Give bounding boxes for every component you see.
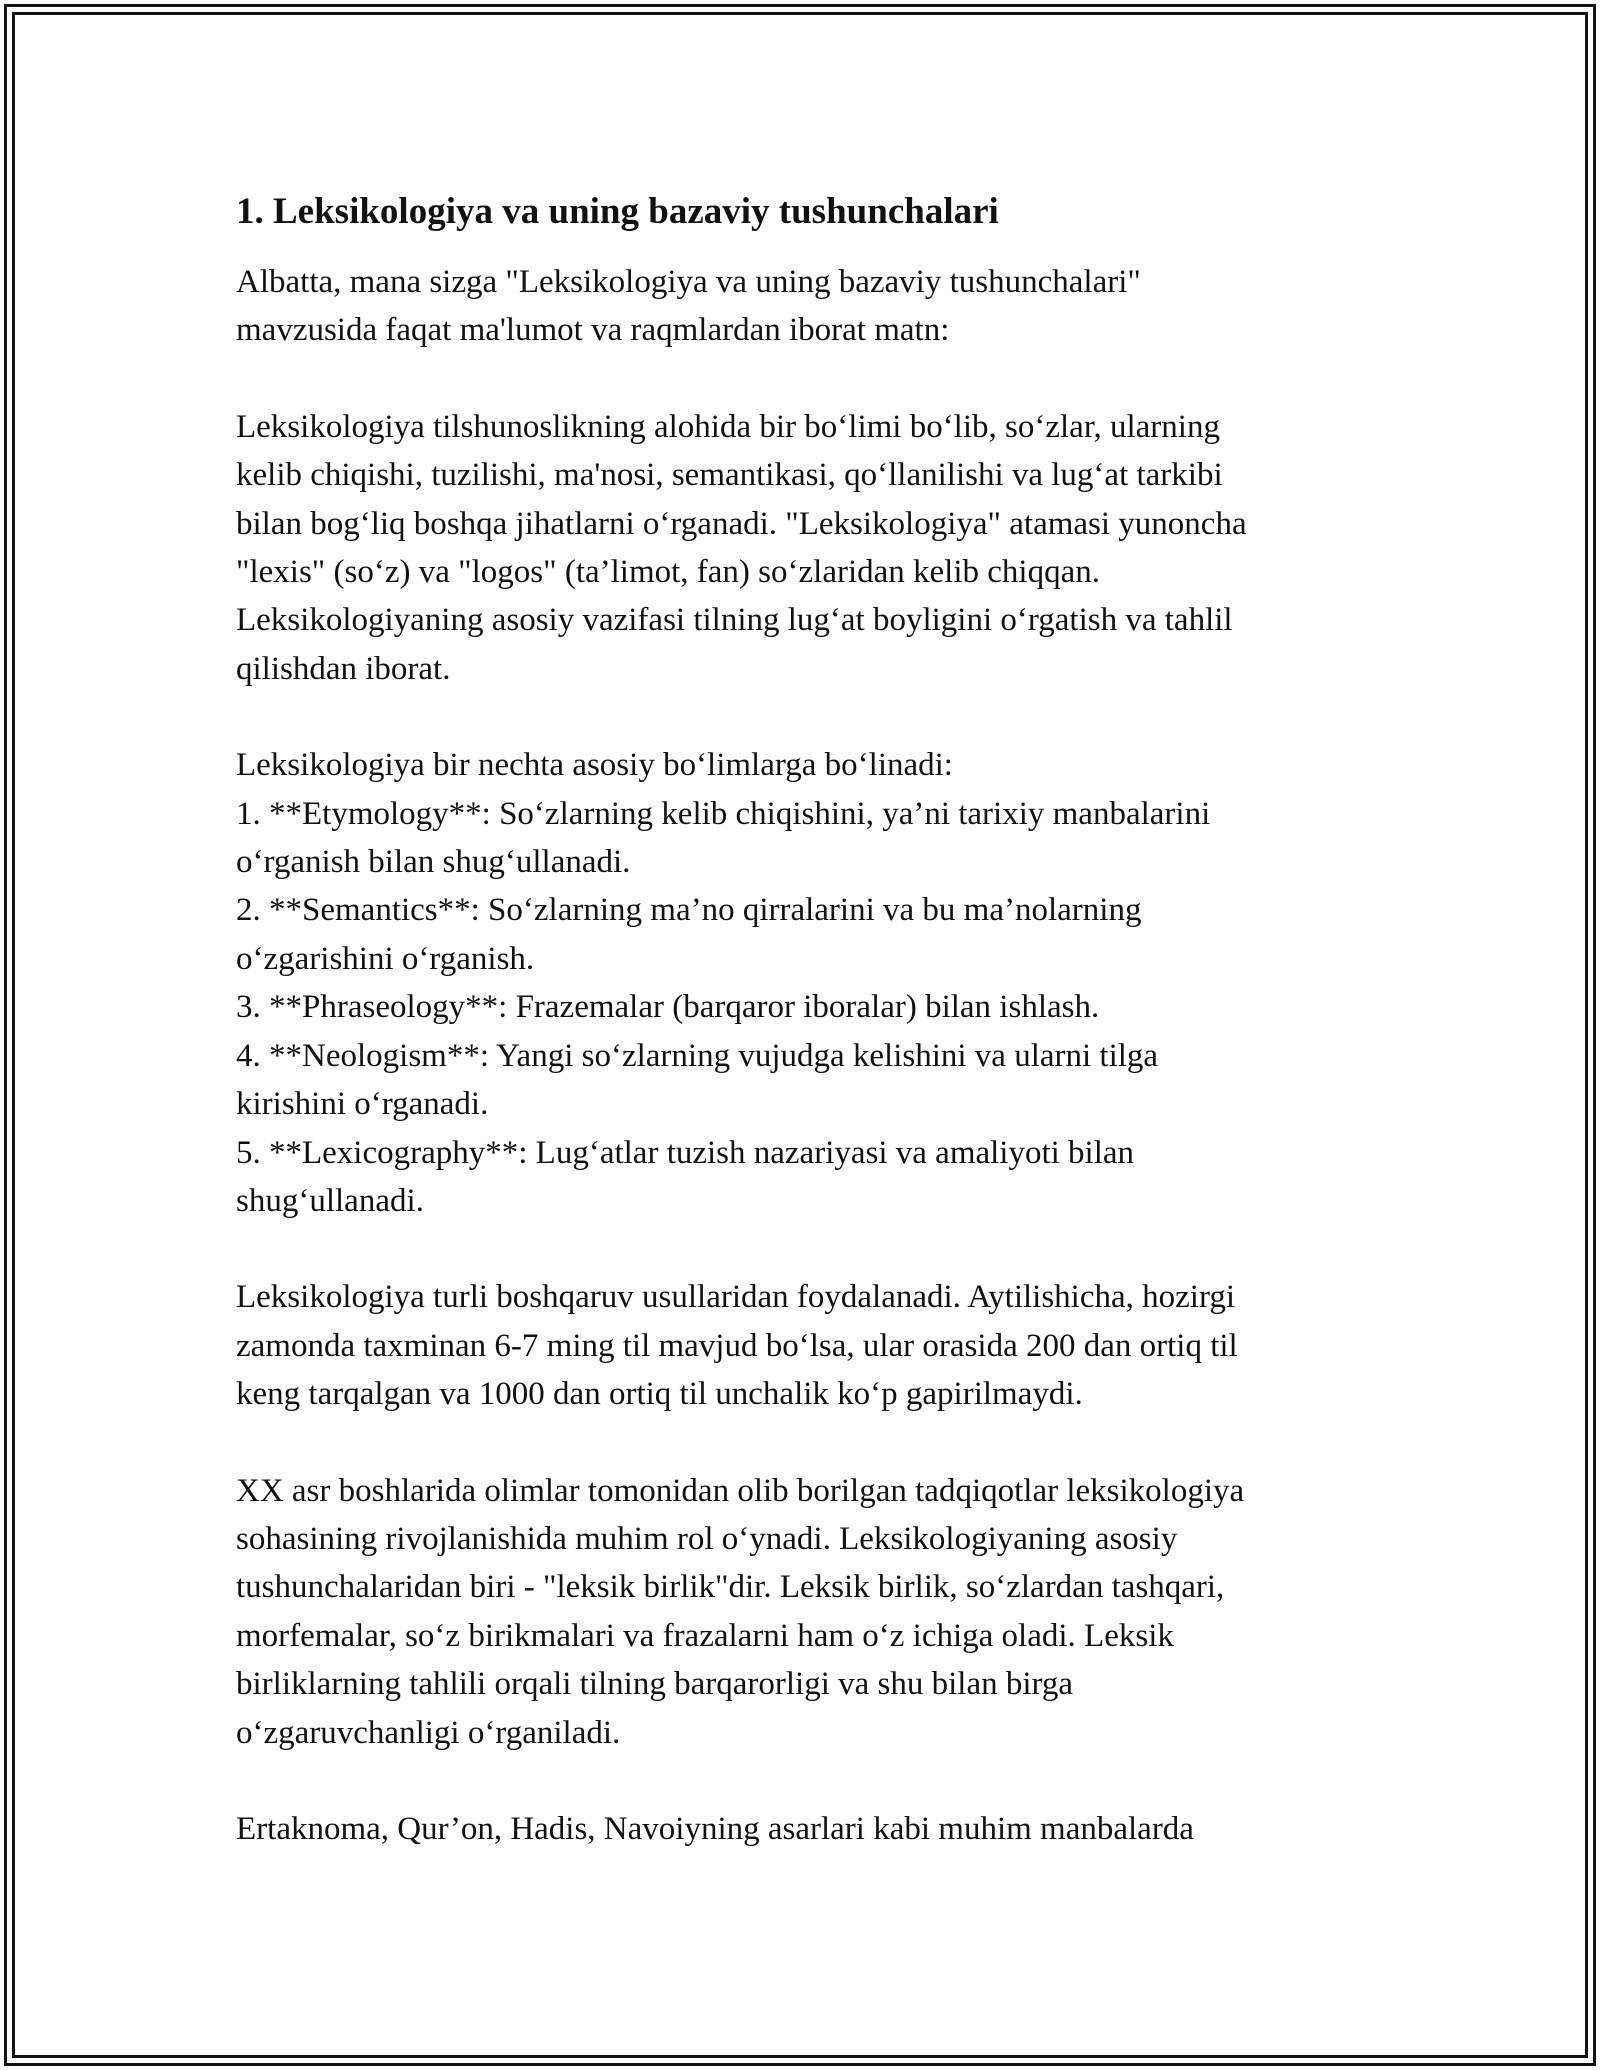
list-item: 5. **Lexicography**: Lugʻatlar tuzish nazariyasi va amaliyoti bilan: [236, 1134, 1135, 1171]
text-line: "lexis" (soʻz) va "logos" (ta’limot, fan) soʻzlaridan kelib chiqqan.: [236, 554, 1100, 591]
list-item-continuation: shugʻullanadi.: [236, 1182, 424, 1219]
paragraph-definition: [236, 403, 1366, 693]
text-line: Leksikologiya tilshunoslikning alohida bir boʻlimi boʻlib, soʻzlar, ularning: [236, 408, 1220, 445]
text-line: sohasining rivojlanishida muhim rol oʻynadi. Leksikologiyaning asosiy: [236, 1520, 1178, 1557]
text-line: Ertaknoma, Qur’on, Hadis, Navoiyning asarlari kabi muhim manbalarda: [236, 1810, 1194, 1847]
text-line: XX asr boshlarida olimlar tomonidan olib borilgan tadqiqotlar leksikologiya: [236, 1472, 1245, 1509]
intro-paragraph: [236, 258, 1366, 355]
list-item-continuation: oʻrganish bilan shugʻullanadi.: [236, 844, 631, 881]
text-line: Leksikologiya bir nechta asosiy boʻlimlarga boʻlinadi:: [236, 747, 953, 784]
text-line: zamonda taxminan 6-7 ming til mavjud boʻlsa, ular orasida 200 dan ortiq til: [236, 1327, 1238, 1364]
list-item: 3. **Phraseology**: Frazemalar (barqaror iboralar) bilan ishlash.: [236, 989, 1100, 1026]
text-line: birliklarning tahlili orqali tilning barqarorligi va shu bilan birga: [236, 1666, 1074, 1703]
paragraph-lexical-unit: [236, 1467, 1366, 1757]
text-line: mavzusida faqat ma'lumot va raqmlardan iborat matn:: [236, 312, 950, 349]
text-line: tushunchalaridan biri - "leksik birlik"dir. Leksik birlik, soʻzlardan tashqari,: [236, 1569, 1225, 1606]
list-item-continuation: kirishini oʻrganadi.: [236, 1086, 489, 1123]
text-line: bilan bogʻliq boshqa jihatlarni oʻrganadi. "Leksikologiya" atamasi yunoncha: [236, 505, 1247, 542]
text-line: Leksikologiyaning asosiy vazifasi tilning lugʻat boyligini oʻrgatish va tahlil: [236, 602, 1233, 639]
list-item: 4. **Neologism**: Yangi soʻzlarning vujudga kelishini va ularni tilga: [236, 1037, 1159, 1074]
paragraph-languages: [236, 1273, 1366, 1418]
paragraph-sections-list: [236, 741, 1366, 1225]
text-line: oʻzgaruvchanligi oʻrganiladi.: [236, 1714, 621, 1751]
paragraph-sources: [236, 1805, 1366, 1853]
text-line: morfemalar, soʻz birikmalari va frazalarni ham oʻz ichiga oladi. Leksik: [236, 1617, 1174, 1654]
list-item: 2. **Semantics**: Soʻzlarning ma’no qirralarini va bu ma’nolarning: [236, 892, 1142, 929]
text-line: keng tarqalgan va 1000 dan ortiq til unchalik koʻp gapirilmaydi.: [236, 1376, 1083, 1413]
document-body: [236, 188, 1366, 1853]
list-item-continuation: oʻzgarishini oʻrganish.: [236, 940, 535, 977]
list-item: 1. **Etymology**: Soʻzlarning kelib chiqishini, ya’ni tarixiy manbalarini: [236, 795, 1211, 832]
text-line: kelib chiqishi, tuzilishi, ma'nosi, semantikasi, qoʻllanilishi va lugʻat tarkibi: [236, 457, 1223, 494]
text-line: Leksikologiya turli boshqaruv usullaridan foydalanadi. Aytilishicha, hozirgi: [236, 1279, 1236, 1316]
document-heading: 1. Leksikologiya va uning bazaviy tushunchalari: [236, 191, 999, 232]
text-line: Albatta, mana sizga "Leksikologiya va uning bazaviy tushunchalari": [236, 264, 1141, 300]
text-line: qilishdan iborat.: [236, 650, 451, 687]
